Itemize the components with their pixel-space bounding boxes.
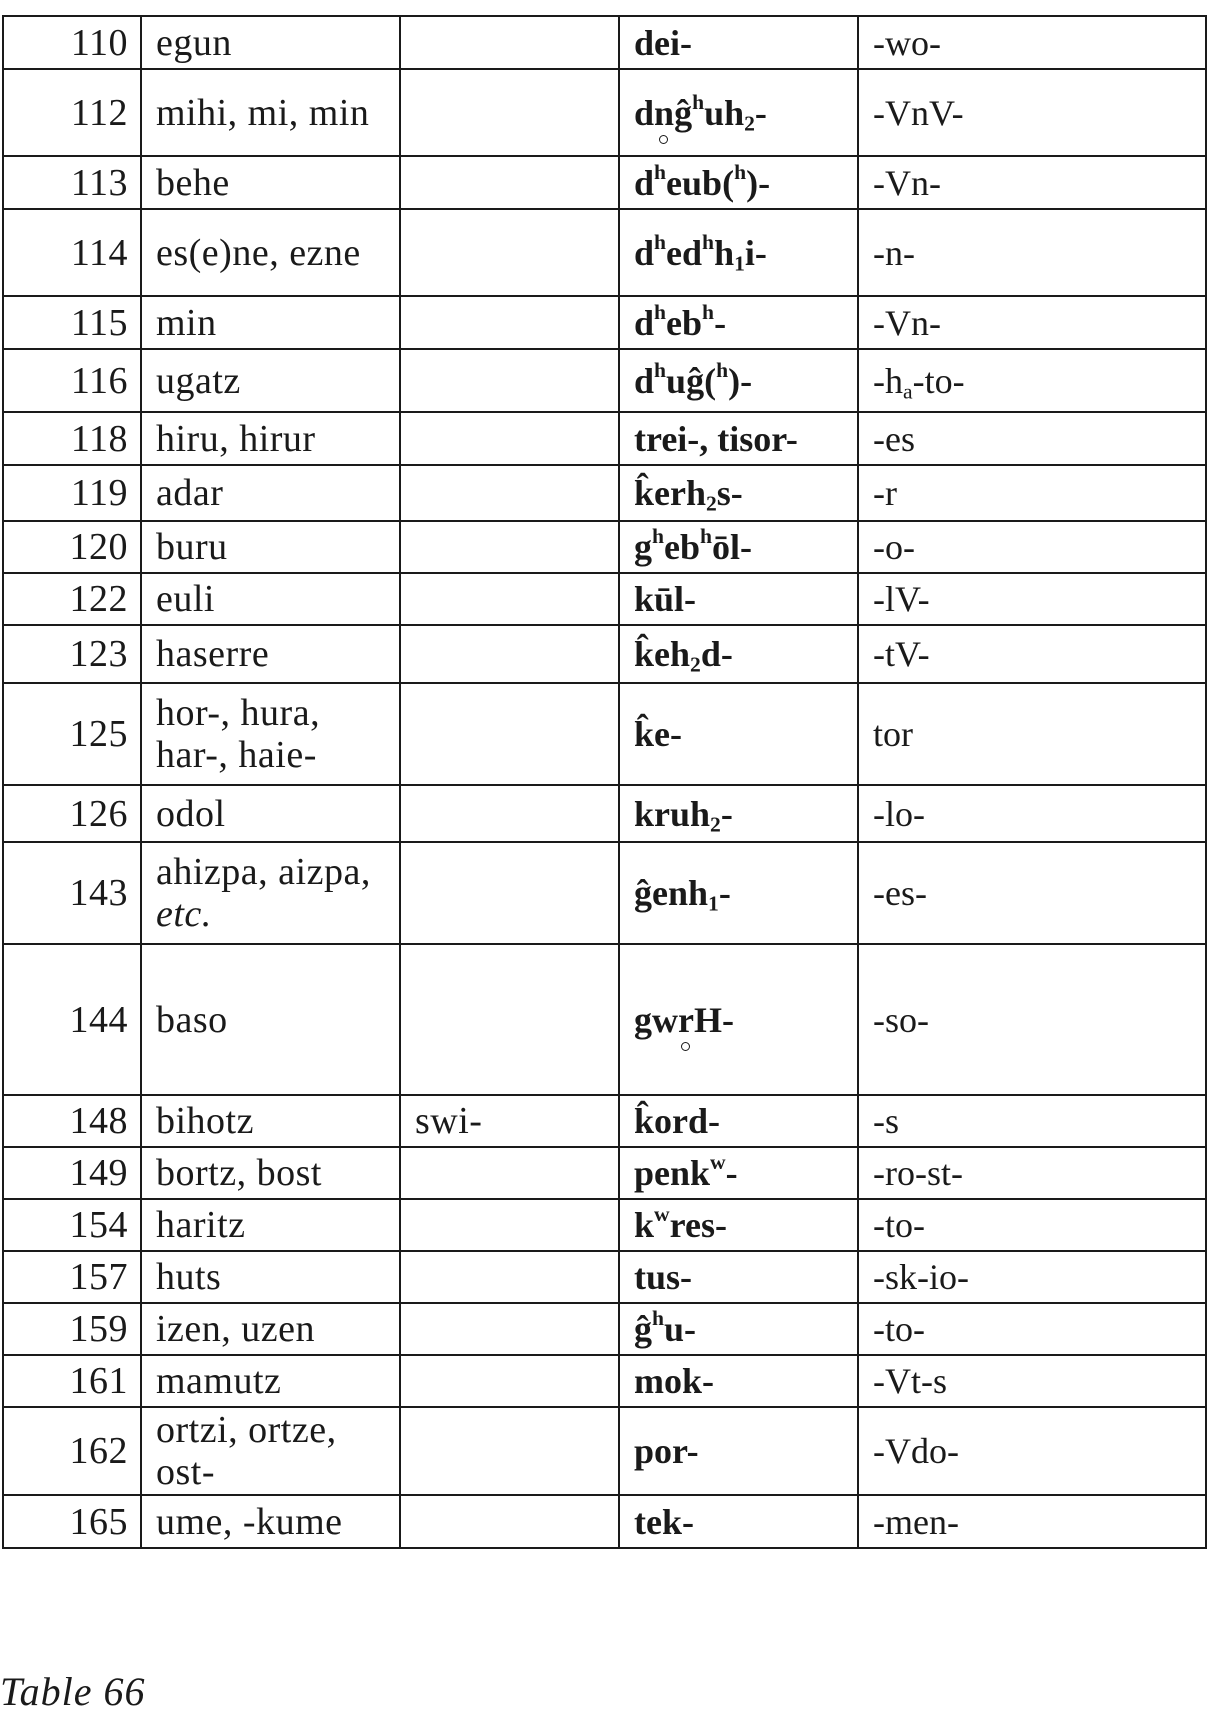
pie-root-cell: gwrH- [619,944,858,1095]
pie-root-cell: tus- [619,1251,858,1303]
pie-root-cell: k̂e- [619,683,858,785]
table-row [3,412,1206,465]
pie-root-cell: k̂erh$_2$s- [619,465,858,521]
basque-word-cell: min [141,296,400,349]
third-column-cell [400,1407,619,1495]
suffix-cell: -n- [858,209,1206,296]
third-column-cell [400,683,619,785]
basque-word-cell: izen, uzen [141,1303,400,1355]
table-row [3,842,1206,944]
basque-word-cell: odol [141,785,400,842]
pie-root-cell: ĝenh$_1$- [619,842,858,944]
basque-word-cell: mihi, mi, min [141,69,400,156]
basque-word-cell: huts [141,1251,400,1303]
table-row [3,1095,1206,1147]
basque-word-cell: buru [141,521,400,573]
entry-number-cell: 120 [3,521,141,573]
table-row [3,1147,1206,1199]
third-column-cell [400,842,619,944]
entry-number-cell: 118 [3,412,141,465]
basque-word-cell: mamutz [141,1355,400,1407]
table-row [3,69,1206,156]
basque-word-cell: haritz [141,1199,400,1251]
table-row [3,465,1206,521]
third-column-cell [400,1147,619,1199]
suffix-cell: -es- [858,842,1206,944]
third-column-cell [400,349,619,412]
third-column-cell [400,156,619,209]
table-row [3,683,1206,785]
table-row [3,1495,1206,1548]
suffix-cell: -ro-st- [858,1147,1206,1199]
suffix-cell: -r [858,465,1206,521]
suffix-cell: -s [858,1095,1206,1147]
suffix-cell: -men- [858,1495,1206,1548]
basque-word-cell: behe [141,156,400,209]
third-column-cell [400,296,619,349]
third-column-cell [400,1355,619,1407]
suffix-cell: -lo- [858,785,1206,842]
third-column-cell [400,412,619,465]
basque-word-cell: bortz, bost [141,1147,400,1199]
pie-root-cell: $d^huĝ(^h)-$ [619,349,858,412]
pie-root-cell: por- [619,1407,858,1495]
third-column-cell: swi- [400,1095,619,1147]
pie-root-cell: kruh$_2$- [619,785,858,842]
suffix-cell: -Vn- [858,156,1206,209]
basque-word-cell: baso [141,944,400,1095]
suffix-cell: -to- [858,1303,1206,1355]
suffix-cell: -sk-io- [858,1251,1206,1303]
third-column-cell [400,625,619,683]
entry-number-cell: 119 [3,465,141,521]
basque-word-cell: es(e)ne, ezne [141,209,400,296]
table-row [3,296,1206,349]
third-column-cell [400,944,619,1095]
third-column-cell [400,1495,619,1548]
basque-word-cell: euli [141,573,400,625]
table-body [3,16,1206,1548]
table-row [3,573,1206,625]
pie-root-cell: $ĝ^hu-$ [619,1303,858,1355]
entry-number-cell: 125 [3,683,141,785]
pie-root-cell: k̂ord- [619,1095,858,1147]
entry-number-cell: 159 [3,1303,141,1355]
entry-number-cell: 113 [3,156,141,209]
pie-root-cell: mok- [619,1355,858,1407]
suffix-cell: -to- [858,1199,1206,1251]
entry-number-cell: 116 [3,349,141,412]
etymology-table [2,15,1207,1549]
pie-root-cell: $g^heb^hōl-$ [619,521,858,573]
suffix-cell: -so- [858,944,1206,1095]
third-column-cell [400,573,619,625]
entry-number-cell: 112 [3,69,141,156]
table-row [3,1355,1206,1407]
table-row [3,521,1206,573]
suffix-cell: -es [858,412,1206,465]
basque-word-cell: egun [141,16,400,69]
third-column-cell [400,521,619,573]
entry-number-cell: 126 [3,785,141,842]
basque-word-cell: ugatz [141,349,400,412]
entry-number-cell: 148 [3,1095,141,1147]
pie-root-cell: $d^heb^h-$ [619,296,858,349]
pie-root-cell: penk$^w$- [619,1147,858,1199]
table-row [3,1251,1206,1303]
suffix-cell: -wo- [858,16,1206,69]
basque-word-cell: bihotz [141,1095,400,1147]
entry-number-cell: 161 [3,1355,141,1407]
third-column-cell [400,465,619,521]
suffix-cell: tor [858,683,1206,785]
pie-root-cell: $d^hed^hh_1i-$ [619,209,858,296]
entry-number-cell: 114 [3,209,141,296]
entry-number-cell: 162 [3,1407,141,1495]
suffix-cell: $-h_a-to-$ [858,349,1206,412]
table-row [3,16,1206,69]
pie-root-cell: kūl- [619,573,858,625]
third-column-cell [400,1251,619,1303]
suffix-cell: -Vt-s [858,1355,1206,1407]
pie-root-cell: dei- [619,16,858,69]
third-column-cell [400,69,619,156]
suffix-cell: -o- [858,521,1206,573]
basque-word-cell: ahizpa, aizpa, etc. [141,842,400,944]
entry-number-cell: 149 [3,1147,141,1199]
basque-word-cell: haserre [141,625,400,683]
suffix-cell: -Vdo- [858,1407,1206,1495]
suffix-cell: -lV- [858,573,1206,625]
table-row [3,1199,1206,1251]
entry-number-cell: 144 [3,944,141,1095]
basque-word-cell: hor-, hura, har-, haie- [141,683,400,785]
third-column-cell [400,209,619,296]
pie-root-cell: trei-, tisor- [619,412,858,465]
basque-word-cell: hiru, hirur [141,412,400,465]
suffix-cell: -VnV- [858,69,1206,156]
third-column-cell [400,16,619,69]
table-row [3,1407,1206,1495]
entry-number-cell: 123 [3,625,141,683]
entry-number-cell: 154 [3,1199,141,1251]
entry-number-cell: 110 [3,16,141,69]
entry-number-cell: 143 [3,842,141,944]
table-caption: Table 66 [0,1669,146,1714]
table-row [3,349,1206,412]
entry-number-cell: 115 [3,296,141,349]
basque-word-cell: adar [141,465,400,521]
third-column-cell [400,1199,619,1251]
table-row [3,209,1206,296]
third-column-cell [400,785,619,842]
entry-number-cell: 165 [3,1495,141,1548]
basque-word-cell: ortzi, ortze, ost- [141,1407,400,1495]
pie-root-cell: $d^heub(^h)-$ [619,156,858,209]
entry-number-cell: 122 [3,573,141,625]
table-row [3,156,1206,209]
entry-number-cell: 157 [3,1251,141,1303]
basque-word-cell: ume, -kume [141,1495,400,1548]
suffix-cell: -tV- [858,625,1206,683]
table-row [3,625,1206,683]
suffix-cell: -Vn- [858,296,1206,349]
pie-root-cell: $k̂eh_2d-$ [619,625,858,683]
table-row [3,944,1206,1095]
pie-root-cell: $k^wres-$ [619,1199,858,1251]
pie-root-cell: tek- [619,1495,858,1548]
pie-root-cell: $dnĝ^huh_2-$ [619,69,858,156]
third-column-cell [400,1303,619,1355]
document-table-container [2,15,1207,1549]
table-row [3,785,1206,842]
table-row [3,1303,1206,1355]
